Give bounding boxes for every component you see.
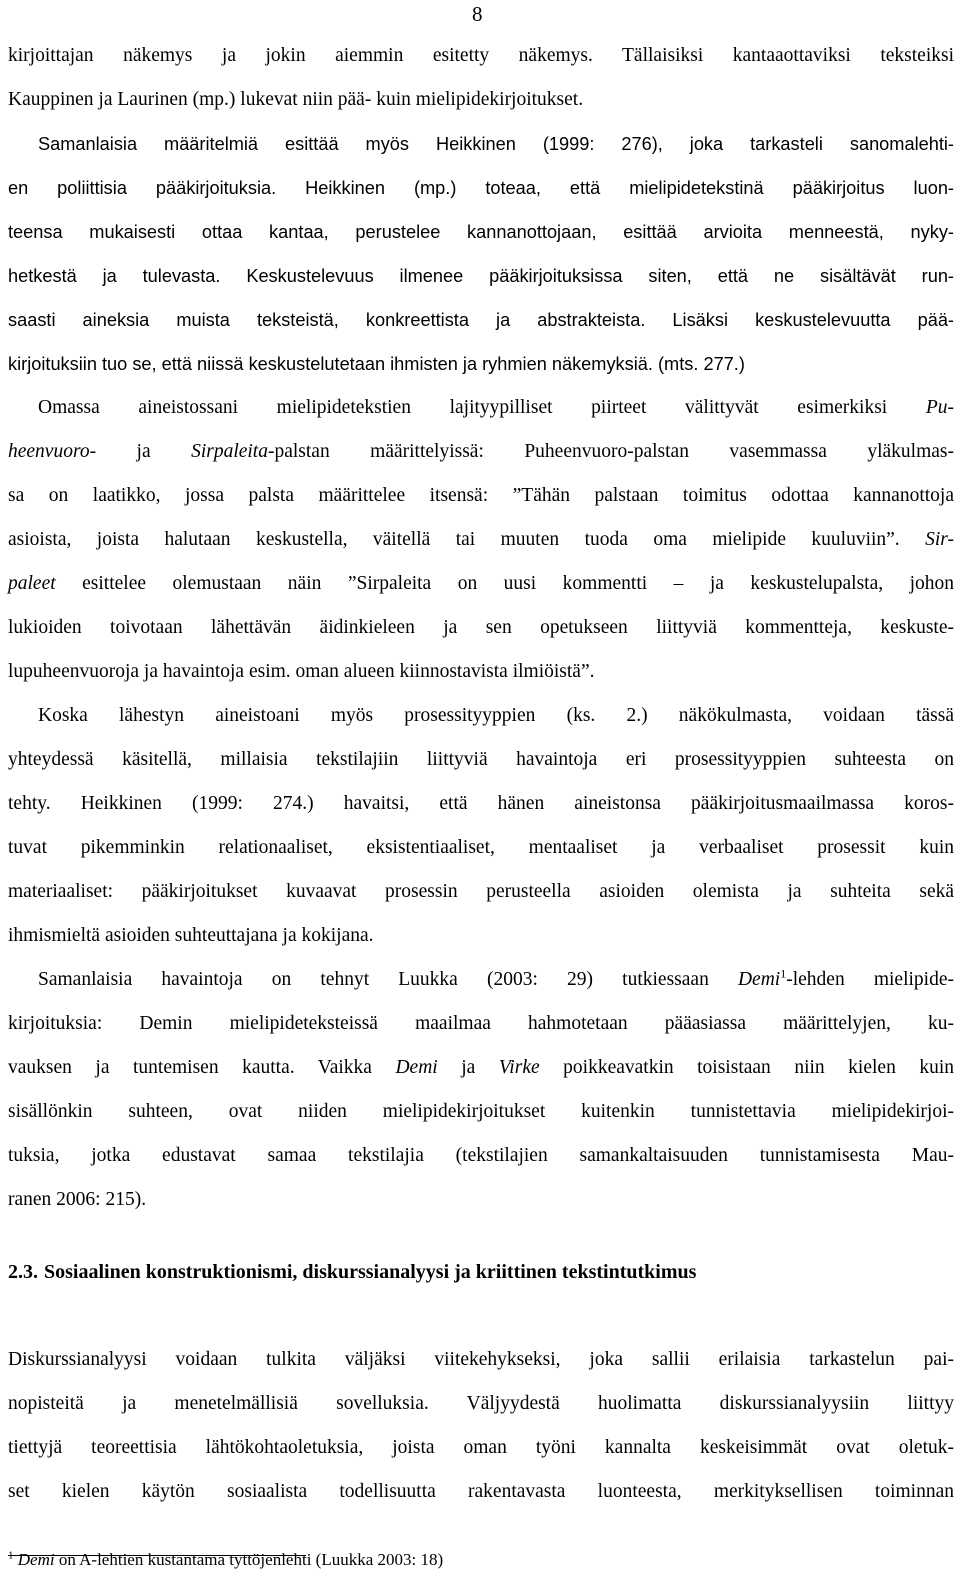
text-line bbox=[8, 924, 954, 948]
text-span: ja bbox=[437, 1057, 499, 1078]
text-span: asioista, joista halutaan keskustella, väitellä tai muuten tuoda oma mielipide kuuluviin”. bbox=[8, 529, 926, 550]
text-span: lupuheenvuoroja ja havaintoja esim. oman alueen kiinnostavista ilmiöistä”. bbox=[8, 661, 595, 682]
text-line bbox=[8, 1348, 954, 1372]
text-span: vauksen ja tuntemisen kautta. Vaikka bbox=[8, 1057, 396, 1078]
text-span: nopisteitä ja menetelmällisiä sovelluksia. Väljyydestä huolimatta diskurssianalyysiin liittyy bbox=[8, 1393, 954, 1414]
text-span: tuksia, jotka edustavat samaa tekstilajia (tekstilajien samankaltaisuuden tunnistamisesta Mau- bbox=[8, 1145, 954, 1166]
text-line bbox=[38, 132, 954, 156]
text-line bbox=[8, 176, 954, 200]
footnote-mark: 1 bbox=[8, 1549, 14, 1562]
text-span: poikkeavatkin toisistaan niin kielen kuin bbox=[539, 1057, 955, 1078]
text-line bbox=[8, 484, 954, 508]
text-line bbox=[8, 1100, 954, 1124]
text-span: ja bbox=[96, 441, 192, 462]
text-span: set kielen käytön sosiaalista todellisuutta rakentavasta luonteesta, merkityksellisen toiminnan bbox=[8, 1481, 954, 1502]
text-line bbox=[8, 660, 954, 684]
text-line bbox=[8, 836, 954, 860]
italic-span: paleet bbox=[8, 573, 56, 594]
text-span: ihmismieltä asioiden suhteuttajana ja kokijana. bbox=[8, 925, 374, 946]
text-span: hetkestä ja tulevasta. Keskustelevuus ilmenee pääkirjoituksissa siten, että ne sisältävät run- bbox=[8, 266, 954, 286]
footnote bbox=[8, 1550, 443, 1570]
italic-span: Sir- bbox=[925, 529, 954, 550]
text-span: tiettyjä teoreettisia lähtökohtaoletuksia, joista oman työni kannalta keskeisimmät ovat oletuk- bbox=[8, 1437, 954, 1458]
text-line bbox=[8, 1056, 954, 1080]
text-line bbox=[8, 1144, 954, 1168]
text-line bbox=[8, 748, 954, 772]
text-line bbox=[8, 616, 954, 640]
text-span: Diskurssianalyysi voidaan tulkita väljäksi viitekehykseksi, joka sallii erilaisia tarkastelun pai- bbox=[8, 1349, 954, 1370]
text-span: saasti aineksia muista teksteistä, konkreettista ja abstrakteista. Lisäksi keskustelevuutta pää- bbox=[8, 310, 954, 330]
text-span: en poliittisia pääkirjoituksia. Heikkinen (mp.) toteaa, että mielipidetekstinä pääkirjoitus luon- bbox=[8, 178, 954, 198]
text-line bbox=[8, 264, 954, 288]
text-line bbox=[8, 572, 954, 596]
text-span: tehty. Heikkinen (1999: 274.) havaitsi, että hänen aineistonsa pääkirjoitusmaailmassa koros- bbox=[8, 793, 954, 814]
text-span: yhteydessä käsitellä, millaisia tekstilajiin liittyviä havaintoja eri prosessityyppien suhteesta on bbox=[8, 749, 954, 770]
text-line bbox=[8, 1012, 954, 1036]
italic-span: Sirpaleita bbox=[191, 441, 268, 462]
text-span: -palstan määrittelyissä: Puheenvuoro-palstan vasemmassa yläkulmas- bbox=[267, 441, 954, 462]
italic-span: Pu- bbox=[925, 397, 954, 418]
text-span: kirjoituksia: Demin mielipideteksteissä maailmaa hahmotetaan pääasiassa määrittelyjen, ku- bbox=[8, 1013, 954, 1034]
text-line bbox=[8, 528, 954, 552]
text-line bbox=[8, 44, 954, 68]
text-line bbox=[8, 1436, 954, 1460]
text-span: esittelee olemustaan näin ”Sirpaleita on uusi kommentti – ja keskustelupalsta, johon bbox=[55, 573, 954, 594]
text-line bbox=[8, 1480, 954, 1504]
text-line bbox=[8, 352, 954, 376]
italic-span: Virke bbox=[498, 1057, 540, 1078]
page-number: 8 bbox=[472, 2, 483, 26]
text-span: Samanlaisia määritelmiä esittää myös Heikkinen (1999: 276), joka tarkasteli sanomalehti- bbox=[38, 134, 954, 154]
text-line bbox=[8, 440, 954, 464]
text-span: materiaaliset: pääkirjoitukset kuvaavat prosessin perusteella asioiden olemista ja suhteita sekä bbox=[8, 881, 954, 902]
text-line bbox=[8, 1188, 954, 1212]
text-line bbox=[8, 220, 954, 244]
text-span: Kauppinen ja Laurinen (mp.) lukevat niin pää- kuin mielipidekirjoitukset. bbox=[8, 89, 584, 110]
footnote-title: Demi bbox=[17, 1550, 55, 1569]
section-heading bbox=[8, 1260, 696, 1284]
text-span: kirjoituksiin tuo se, että niissä keskustelutetaan ihmisten ja ryhmien näkemyksiä. (mts. 277.) bbox=[8, 354, 745, 374]
text-line bbox=[8, 1392, 954, 1416]
text-line bbox=[8, 792, 954, 816]
footnote-marker: 1 bbox=[780, 966, 787, 981]
text-line bbox=[8, 880, 954, 904]
section-title: Sosiaalinen konstruktionismi, diskurssianalyysi ja kriittinen tekstintutkimus bbox=[44, 1261, 697, 1283]
text-span: sisällönkin suhteen, ovat niiden mielipidekirjoitukset kuitenkin tunnistettavia mielipidekirjoi- bbox=[8, 1101, 954, 1122]
text-span: ranen 2006: 215). bbox=[8, 1189, 147, 1210]
text-span: Koska lähestyn aineistoani myös prosessityyppien (ks. 2.) näkökulmasta, voidaan tässä bbox=[38, 705, 954, 726]
text-span: tuvat pikemminkin relationaaliset, eksistentiaaliset, mentaaliset ja verbaaliset prosessit kuin bbox=[8, 837, 954, 858]
text-span: Samanlaisia havaintoja on tehnyt Luukka (2003: 29) tutkiessaan bbox=[38, 969, 738, 990]
text-line bbox=[8, 308, 954, 332]
italic-span: Demi bbox=[737, 969, 781, 990]
text-span: -lehden mielipide- bbox=[786, 969, 954, 990]
text-line bbox=[38, 704, 954, 728]
text-line bbox=[8, 88, 954, 112]
text-span: lukioiden toivotaan lähettävän äidinkieleen ja sen opetukseen liittyviä kommentteja, keskuste- bbox=[8, 617, 954, 638]
text-line bbox=[38, 396, 954, 420]
section-number: 2.3. bbox=[8, 1261, 38, 1283]
text-span: teensa mukaisesti ottaa kantaa, perustelee kannanottojaan, esittää arvioita menneestä, nyky- bbox=[8, 222, 954, 242]
text-line bbox=[38, 968, 954, 992]
text-span: kirjoittajan näkemys ja jokin aiemmin esitetty näkemys. Tällaisiksi kantaaottaviksi teksteiksi bbox=[8, 45, 954, 66]
italic-span: Demi bbox=[395, 1057, 438, 1078]
text-span: Omassa aineistossani mielipidetekstien lajityypilliset piirteet välittyvät esimerkiksi bbox=[38, 397, 926, 418]
footnote-text: on A-lehtien kustantama tyttöjenlehti (Luukka 2003: 18) bbox=[54, 1550, 444, 1569]
italic-span: heenvuoro- bbox=[8, 441, 97, 462]
text-span: sa on laatikko, jossa palsta määrittelee itsensä: ”Tähän palstaan toimitus odottaa kannanottoja bbox=[8, 485, 954, 506]
